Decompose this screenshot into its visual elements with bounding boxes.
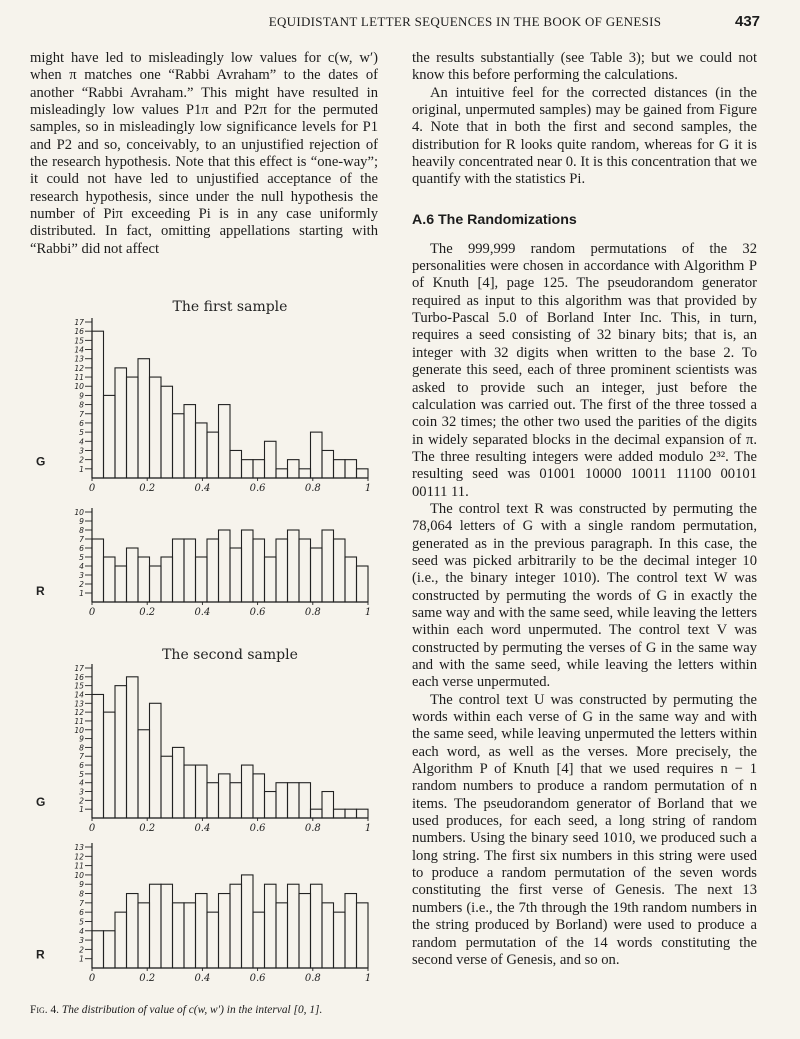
histogram-bar bbox=[230, 548, 242, 602]
histogram-bar bbox=[345, 460, 357, 478]
y-tick-label: 6 bbox=[79, 418, 84, 428]
x-tick-label: 0.2 bbox=[139, 483, 156, 494]
histogram-bar bbox=[184, 765, 196, 818]
histogram-bar bbox=[288, 530, 300, 602]
x-tick-label: 0.8 bbox=[304, 823, 321, 834]
histogram-bar bbox=[115, 686, 127, 818]
histogram-bar bbox=[104, 557, 116, 602]
histogram-bar bbox=[322, 903, 334, 968]
histogram-bar bbox=[230, 450, 242, 478]
x-tick-label: 0.8 bbox=[304, 607, 321, 618]
x-tick-label: 0.4 bbox=[194, 607, 211, 618]
y-tick-label: 12 bbox=[74, 852, 84, 862]
y-tick-label: 6 bbox=[79, 544, 84, 553]
page-number: 437 bbox=[735, 13, 761, 30]
left-paragraph-1: might have led to misleadingly low values for c(w, w′) when π matches one “Rabbi Avraham” to the dates of another “Rabbi Avraham.” This might have resulted in misleadingly low values P1π and P2π for the permuted samples, so in misleadingly low significance levels for P1 and P2 and so, conceivably, to an unjustified rejection of the research hypothesis. Note that this effect is “one-way”; it could not have led to unjustified acceptance of the research hypothesis, since under the null hypothesis the number of Piπ exceeding Pi is in any case uniformly distributed. In fact, omitting appellations starting with “Rabbi” did not affect bbox=[30, 50, 378, 257]
histogram-bar bbox=[207, 432, 219, 478]
y-tick-label: 8 bbox=[79, 743, 84, 753]
y-tick-label: 10 bbox=[74, 725, 84, 735]
section-paragraph-3: The control text U was constructed by permuting the words within each verse of G in the same way and with the same seed, while leaving unpermuted the letters within each word, as well as the verses. More precisely, the Algorithm P of Knuth [4] that we used requires n − 1 random numbers to produce a random permutation of n items. The pseudorandom generator of Borland that we used produces, for each seed, a long string of random numbers. Using the binary seed 1010, we produced such a long string. The first six numbers in this string were used to produce a random permutation of the seven words constituting the first verse of Genesis. The next 13 numbers (i.e., the 7th through the 19th random numbers in the string produced by Borland) were used to produce a random permutation of the 14 words constituting the second verse of Genesis, and so on. bbox=[412, 691, 757, 968]
section-paragraph-2: The control text R was constructed by permuting the 78,064 letters of G with a single random permutation, generated as in the previous paragraph. In this case, the seed was picked arbitrarily to be the decimal integer 10 (i.e., the binary integer 1010). The control text W was constructed by permuting the words of G in exactly the same way and with the same seed, while leaving the letters within each word unpermuted. The control text V was constructed by permuting the verses of G in the same way and with the same seed, while leaving the letters within each verse unpermuted. bbox=[412, 500, 757, 691]
chart-title: The second sample bbox=[162, 647, 298, 663]
figure-caption bbox=[30, 1004, 390, 1016]
x-tick-label: 0.2 bbox=[139, 823, 156, 834]
y-tick-label: 17 bbox=[74, 664, 84, 673]
y-tick-label: 4 bbox=[79, 437, 84, 447]
histogram-bar bbox=[150, 377, 162, 478]
histogram-bar bbox=[265, 884, 277, 968]
histogram-bar bbox=[299, 894, 311, 968]
histogram-bar bbox=[104, 712, 116, 818]
x-tick-label: 0.4 bbox=[194, 823, 211, 834]
x-tick-label: 1 bbox=[364, 607, 372, 618]
y-tick-label: 9 bbox=[79, 517, 84, 526]
histogram-bar bbox=[345, 557, 357, 602]
histogram-bar bbox=[253, 539, 265, 602]
y-tick-label: 2 bbox=[79, 945, 84, 955]
histogram-bar bbox=[345, 809, 357, 818]
histogram-bar bbox=[288, 783, 300, 818]
y-tick-label: 13 bbox=[74, 354, 84, 364]
histogram-bar bbox=[184, 539, 196, 602]
histogram-bar bbox=[207, 539, 219, 602]
histogram-bar bbox=[173, 903, 185, 968]
histogram-bar bbox=[276, 903, 288, 968]
x-tick-label: 0.6 bbox=[249, 607, 266, 618]
histogram-bar bbox=[196, 894, 208, 968]
histogram-bar bbox=[357, 809, 369, 818]
x-tick-label: 0 bbox=[88, 607, 96, 618]
y-tick-label: 1 bbox=[79, 805, 84, 815]
y-tick-label: 7 bbox=[79, 752, 84, 762]
y-tick-label: 3 bbox=[79, 571, 84, 580]
y-tick-label: 2 bbox=[79, 796, 84, 806]
histogram-bar bbox=[311, 884, 323, 968]
histogram-bar bbox=[345, 894, 357, 968]
histogram-bar bbox=[150, 566, 162, 602]
histogram-bar bbox=[265, 441, 277, 478]
histogram-bar bbox=[357, 903, 369, 968]
x-tick-label: 0.4 bbox=[194, 483, 211, 494]
histogram-bar bbox=[242, 460, 254, 478]
histogram-bar bbox=[161, 884, 173, 968]
left-column bbox=[30, 50, 378, 258]
y-tick-label: 8 bbox=[79, 400, 84, 410]
y-tick-label: 8 bbox=[79, 889, 84, 899]
x-tick-label: 1 bbox=[364, 483, 372, 494]
y-tick-label: 10 bbox=[74, 870, 84, 880]
histogram-bar bbox=[334, 809, 346, 818]
x-tick-label: 0.8 bbox=[304, 483, 321, 494]
y-tick-label: 1 bbox=[79, 589, 84, 598]
x-tick-label: 0.2 bbox=[139, 607, 156, 618]
chart-title: The first sample bbox=[172, 299, 288, 315]
y-tick-label: 12 bbox=[74, 708, 84, 718]
figure-caption-label: Fig. 4. bbox=[30, 1004, 60, 1016]
y-tick-label: 9 bbox=[79, 391, 84, 401]
y-tick-label: 15 bbox=[74, 336, 84, 346]
histogram-bar bbox=[276, 469, 288, 478]
y-tick-label: 13 bbox=[74, 843, 84, 852]
y-tick-label: 5 bbox=[79, 769, 84, 779]
section-heading: A.6 The Randomizations bbox=[412, 211, 577, 228]
histogram-bar bbox=[127, 894, 139, 968]
histogram-bar bbox=[230, 884, 242, 968]
right-paragraph-1: the results substantially (see Table 3); but we could not know this before performing the calculations. bbox=[412, 50, 757, 84]
histogram-bar bbox=[150, 703, 162, 818]
histogram-bar bbox=[219, 894, 231, 968]
histogram-bar bbox=[276, 783, 288, 818]
histogram-bar bbox=[299, 783, 311, 818]
histogram-bar bbox=[138, 359, 150, 478]
histogram-bar bbox=[150, 884, 162, 968]
histogram-bar bbox=[92, 331, 104, 478]
y-tick-label: 16 bbox=[74, 672, 84, 682]
x-tick-label: 0.6 bbox=[249, 483, 266, 494]
y-tick-label: 5 bbox=[79, 428, 84, 438]
y-tick-label: 13 bbox=[74, 699, 84, 709]
histogram-bar bbox=[138, 557, 150, 602]
histogram-bar bbox=[334, 539, 346, 602]
x-tick-label: 0.8 bbox=[304, 973, 321, 984]
histogram-bar bbox=[92, 694, 104, 818]
x-tick-label: 0.6 bbox=[249, 973, 266, 984]
y-tick-label: 4 bbox=[79, 926, 84, 936]
y-tick-label: 11 bbox=[74, 861, 84, 871]
y-tick-label: 3 bbox=[79, 787, 84, 797]
histogram-bar bbox=[173, 414, 185, 478]
x-tick-label: 1 bbox=[364, 973, 372, 984]
y-tick-label: 7 bbox=[79, 898, 84, 908]
y-tick-label: 7 bbox=[79, 535, 84, 544]
x-tick-label: 0 bbox=[88, 483, 96, 494]
y-tick-label: 7 bbox=[79, 409, 84, 419]
histogram-bar bbox=[219, 774, 231, 818]
histogram-bar bbox=[357, 566, 369, 602]
y-tick-label: 3 bbox=[79, 936, 84, 946]
x-tick-label: 0 bbox=[88, 973, 96, 984]
histogram-bar bbox=[357, 469, 369, 478]
histogram-bar bbox=[288, 460, 300, 478]
histogram-bar bbox=[138, 903, 150, 968]
histogram-bar bbox=[127, 377, 139, 478]
histogram-bar bbox=[253, 460, 265, 478]
histogram-bar bbox=[161, 756, 173, 818]
histogram-bar bbox=[299, 469, 311, 478]
y-tick-label: 16 bbox=[74, 327, 84, 337]
y-tick-label: 4 bbox=[79, 562, 84, 571]
histogram-bar bbox=[311, 432, 323, 478]
histogram-bar bbox=[196, 557, 208, 602]
histogram-bar bbox=[104, 931, 116, 968]
histogram-bar bbox=[184, 903, 196, 968]
sample-label: R bbox=[36, 583, 45, 598]
histogram-bar bbox=[173, 747, 185, 818]
histogram-bar bbox=[253, 912, 265, 968]
y-tick-label: 9 bbox=[79, 734, 84, 744]
histogram-bar bbox=[242, 530, 254, 602]
histogram-bar bbox=[138, 730, 150, 818]
y-tick-label: 9 bbox=[79, 880, 84, 890]
y-tick-label: 10 bbox=[74, 508, 84, 517]
y-tick-label: 8 bbox=[79, 526, 84, 535]
histogram-bar bbox=[265, 792, 277, 818]
histogram-bar bbox=[207, 912, 219, 968]
histogram-bar bbox=[322, 530, 334, 602]
sample-label: G bbox=[36, 795, 46, 809]
y-tick-label: 3 bbox=[79, 446, 84, 456]
histogram-bar bbox=[161, 557, 173, 602]
histogram-bar bbox=[322, 792, 334, 818]
histogram-bar bbox=[265, 557, 277, 602]
histogram-bar bbox=[115, 912, 127, 968]
histogram-bar bbox=[242, 765, 254, 818]
y-tick-label: 2 bbox=[79, 455, 84, 465]
x-tick-label: 0.2 bbox=[139, 973, 156, 984]
histogram-bar bbox=[184, 405, 196, 478]
y-tick-label: 1 bbox=[79, 464, 84, 474]
histogram-bar bbox=[115, 368, 127, 478]
y-tick-label: 6 bbox=[79, 761, 84, 771]
section-paragraph-1: The 999,999 random permutations of the 32 personalities were chosen in accordance with Algorithm P of Knuth [4], page 125. The pseudorandom generator required as input to this algorithm was that provided by Turbo-Pascal 5.0 of Borland Inter Inc. This, in turn, requires a seed consisting of 32 binary bits; that is, an integer with 32 digits when written to the base 2. To generate this seed, each of three prominent scientists was asked to provide such an integer, just before the calculation was carried out. The first of the three tossed a coin 32 times; the other two used the parities of the digits in widely separated blocks in the decimal expansion of π. The three resulting integers were added modulo 2³². The resulting seed was 01001 10000 10011 11100 00101 00111 11. bbox=[412, 240, 757, 500]
y-tick-label: 11 bbox=[74, 373, 84, 383]
figure-caption-text: The distribution of value of c(w, w′) in the interval [0, 1]. bbox=[61, 1004, 323, 1016]
running-header-title: EQUIDISTANT LETTER SEQUENCES IN THE BOOK OF GENESIS bbox=[268, 14, 662, 29]
histogram-bar bbox=[242, 875, 254, 968]
y-tick-label: 17 bbox=[74, 318, 84, 327]
x-tick-label: 0 bbox=[88, 823, 96, 834]
histogram-bar bbox=[92, 931, 104, 968]
y-tick-label: 14 bbox=[74, 690, 84, 700]
y-tick-label: 15 bbox=[74, 681, 84, 691]
histogram-bar bbox=[219, 405, 231, 478]
y-tick-label: 10 bbox=[74, 382, 84, 392]
y-tick-label: 4 bbox=[79, 778, 84, 788]
histogram-bar bbox=[311, 809, 323, 818]
histogram-bar bbox=[161, 386, 173, 478]
histogram-bar bbox=[334, 912, 346, 968]
y-tick-label: 2 bbox=[79, 580, 84, 589]
histogram-bar bbox=[115, 566, 127, 602]
x-tick-label: 1 bbox=[364, 823, 372, 834]
histogram-bar bbox=[196, 765, 208, 818]
histogram-bar bbox=[288, 884, 300, 968]
histogram-bar bbox=[230, 783, 242, 818]
histogram-bar bbox=[173, 539, 185, 602]
histogram-bar bbox=[334, 460, 346, 478]
sample-label: G bbox=[36, 454, 46, 469]
y-tick-label: 5 bbox=[79, 553, 84, 562]
y-tick-label: 5 bbox=[79, 917, 84, 927]
histogram-bar bbox=[299, 539, 311, 602]
histogram-bar bbox=[104, 395, 116, 478]
y-tick-label: 14 bbox=[74, 345, 84, 355]
histogram-bar bbox=[92, 539, 104, 602]
y-tick-label: 12 bbox=[74, 363, 84, 373]
right-column bbox=[412, 50, 757, 969]
y-tick-label: 11 bbox=[74, 716, 84, 726]
histogram-bar bbox=[253, 774, 265, 818]
histogram-bar bbox=[127, 548, 139, 602]
histogram-bar bbox=[322, 450, 334, 478]
histogram-bar bbox=[219, 530, 231, 602]
sample-label: R bbox=[36, 947, 45, 962]
y-tick-label: 1 bbox=[79, 954, 84, 964]
x-tick-label: 0.6 bbox=[249, 823, 266, 834]
histogram-bar bbox=[276, 539, 288, 602]
x-tick-label: 0.4 bbox=[194, 973, 211, 984]
histogram-bar bbox=[127, 677, 139, 818]
histogram-bar bbox=[311, 548, 323, 602]
histogram-bar bbox=[196, 423, 208, 478]
right-paragraph-2: An intuitive feel for the corrected distances (in the original, unpermuted samples) may be gained from Figure 4. Note that in both the first and second samples, the distribution for R looks quite random, whereas for G it is heavily concentrated near 0. It is this concentration that we quantify with the statistics Pi. bbox=[412, 84, 757, 188]
histogram-bar bbox=[207, 783, 219, 818]
y-tick-label: 6 bbox=[79, 908, 84, 918]
